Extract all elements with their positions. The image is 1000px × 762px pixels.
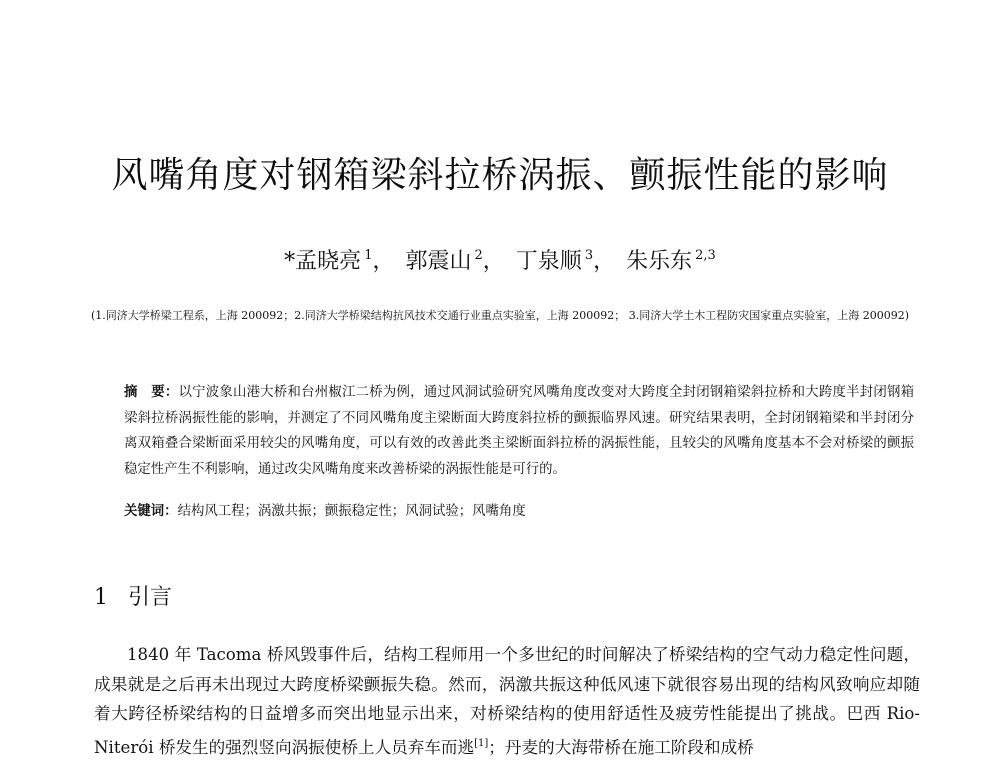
section-heading: [94, 580, 172, 611]
keywords-label: 关键词：: [124, 503, 178, 519]
author-separator: ，: [482, 249, 505, 274]
author-name: 郭震山: [405, 249, 472, 274]
author-list: [0, 244, 1000, 275]
citation-reference: [1]: [474, 737, 489, 749]
affiliation-text: (1.同济大学桥梁工程系，上海 200092；2.同济大学桥梁结构抗风技术交通行业重点实验室，上海 200092； 3.同济大学土木工程防灾国家重点实验室，上海 200092): [90, 309, 910, 322]
author-separator: ，: [593, 249, 616, 274]
author-affiliation-mark: 1: [364, 248, 373, 263]
body-text-continued: ；丹麦的大海带桥在施工阶段和成桥: [488, 737, 754, 757]
section-title: 引言: [128, 585, 173, 610]
abstract-text: 以宁波象山港大桥和台州椒江二桥为例，通过风洞试验研究风嘴角度改变对大跨度全封闭钢箱梁斜拉桥和大跨度半封闭钢箱梁斜拉桥涡振性能的影响，并测定了不同风嘴角度主梁断面大跨度斜拉桥的颤振临界风速。研究结果表明，全封闭钢箱梁和半封闭分离双箱叠合梁断面采用较尖的风嘴角度，可以有效的改善此类主梁断面斜拉桥的涡振性能，且较尖的风嘴角度基本不会对桥梁的颤振稳定性产生不利影响，通过改尖风嘴角度来改善桥梁的涡振性能是可行的。: [124, 385, 914, 477]
author-affiliation-mark: 2,3: [695, 248, 716, 263]
section-number: 1: [94, 585, 108, 610]
abstract: [124, 380, 914, 482]
keywords: [124, 499, 914, 524]
author-affiliation-mark: 3: [584, 248, 594, 263]
keywords-text: 结构风工程；涡激共振；颤振稳定性；风洞试验；风嘴角度: [177, 504, 526, 519]
body-paragraph: [94, 640, 920, 762]
author-name: 朱乐东: [626, 249, 693, 274]
body-text-main: 1840 年 Tacoma 桥风毁事件后，结构工程师用一个多世纪的时间解决了桥梁结构的空气动力稳定性问题，成果就是之后再未出现过大跨度桥梁颤振失稳。然而，涡激共振这种低风速下就很容易出现的结构风致响应却随着大跨径桥梁结构的日益增多而突出地显示出来，对桥梁结构的使用舒适性及疲劳性能提出了挑战。巴西 Rio-Niterói 桥发生的强烈竖向涡振使桥上人员弃车而逃: [94, 645, 920, 757]
author-name: 丁泉顺: [515, 249, 582, 274]
author-affiliation-mark: 2: [474, 248, 483, 263]
author-name: *孟晓亮: [284, 249, 362, 274]
abstract-label: 摘 要：: [124, 384, 179, 400]
paper-title: 风嘴角度对钢箱梁斜拉桥涡振、颤振性能的影响: [111, 155, 889, 196]
author-separator: ，: [372, 249, 395, 274]
